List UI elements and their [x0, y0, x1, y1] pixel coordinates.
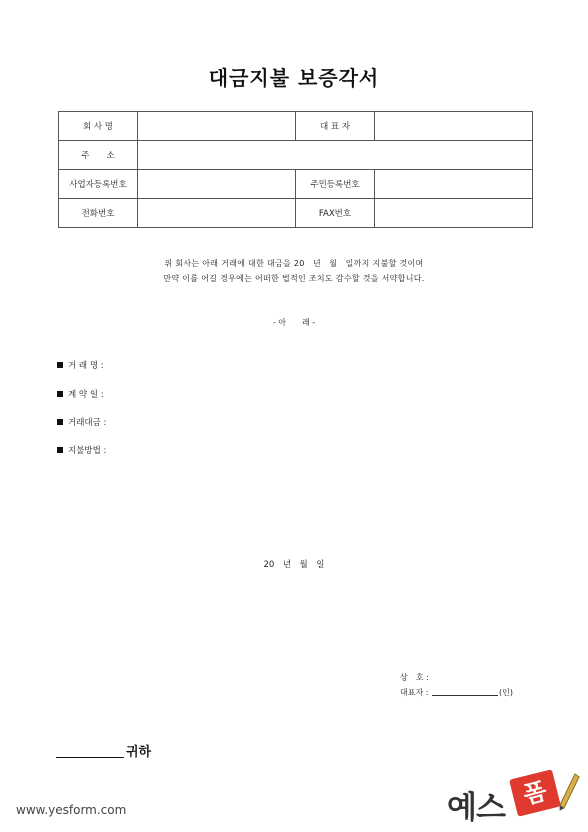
table-row [59, 141, 533, 170]
item-payment-method [57, 444, 106, 456]
item-trade-name [57, 359, 104, 371]
table-row [59, 112, 533, 141]
business-reg-field[interactable] [138, 170, 296, 199]
item-label: 거래대금 : [68, 418, 107, 428]
company-name-field[interactable] [138, 112, 296, 141]
company-name-label: 회 사 명 [59, 112, 138, 141]
square-bullet-icon [57, 391, 63, 397]
table-row [59, 170, 533, 199]
resident-reg-field[interactable] [375, 170, 533, 199]
addressee [56, 741, 151, 760]
business-reg-label: 사업자등록번호 [59, 170, 138, 199]
body-line-2: 만약 이를 어길 경우에는 어떠한 법적인 조치도 감수할 것을 서약합니다. [163, 274, 425, 283]
address-label: 주 소 [59, 141, 138, 170]
representative-label: 대 표 자 [296, 112, 375, 141]
body-line-1: 위 회사는 아래 거래에 대한 대금을 20 년 월 일까지 지불할 것이며 [164, 259, 424, 268]
representative-field[interactable] [375, 112, 533, 141]
addressee-suffix: 귀하 [126, 745, 152, 760]
representative-sign-line [400, 687, 513, 698]
phone-field[interactable] [138, 199, 296, 228]
item-label: 지불방법 : [68, 446, 107, 456]
square-bullet-icon [57, 362, 63, 368]
brand-logo [447, 772, 583, 826]
fax-field[interactable] [375, 199, 533, 228]
resident-reg-label: 주민등록번호 [296, 170, 375, 199]
representative-sign-label: 대표자 : [400, 688, 429, 697]
pen-icon [555, 772, 581, 814]
item-contract-date [57, 388, 104, 400]
signature-blank[interactable] [432, 687, 498, 696]
trade-name-line [400, 672, 429, 683]
addressee-blank[interactable] [56, 743, 124, 758]
fax-label: FAX번호 [296, 199, 375, 228]
address-field[interactable] [138, 141, 533, 170]
logo-text: 예스 [447, 790, 505, 826]
date-line: 20 년 월 일 [263, 560, 325, 570]
seal-mark: (인) [498, 688, 513, 697]
phone-label: 전화번호 [59, 199, 138, 228]
square-bullet-icon [57, 419, 63, 425]
item-label: 계 약 일 : [68, 390, 104, 400]
section-mark: - 아 래 - [272, 318, 316, 327]
square-bullet-icon [57, 447, 63, 453]
table-row [59, 199, 533, 228]
item-trade-amount [57, 416, 106, 428]
info-table [58, 111, 533, 228]
document-title: 대금지불 보증각서 [208, 66, 380, 90]
footer-url[interactable]: www.yesform.com [16, 803, 127, 817]
trade-name-label: 상 호 : [400, 673, 429, 682]
item-label: 거 래 명 : [68, 361, 104, 371]
logo-badge: 폼 [509, 769, 561, 817]
